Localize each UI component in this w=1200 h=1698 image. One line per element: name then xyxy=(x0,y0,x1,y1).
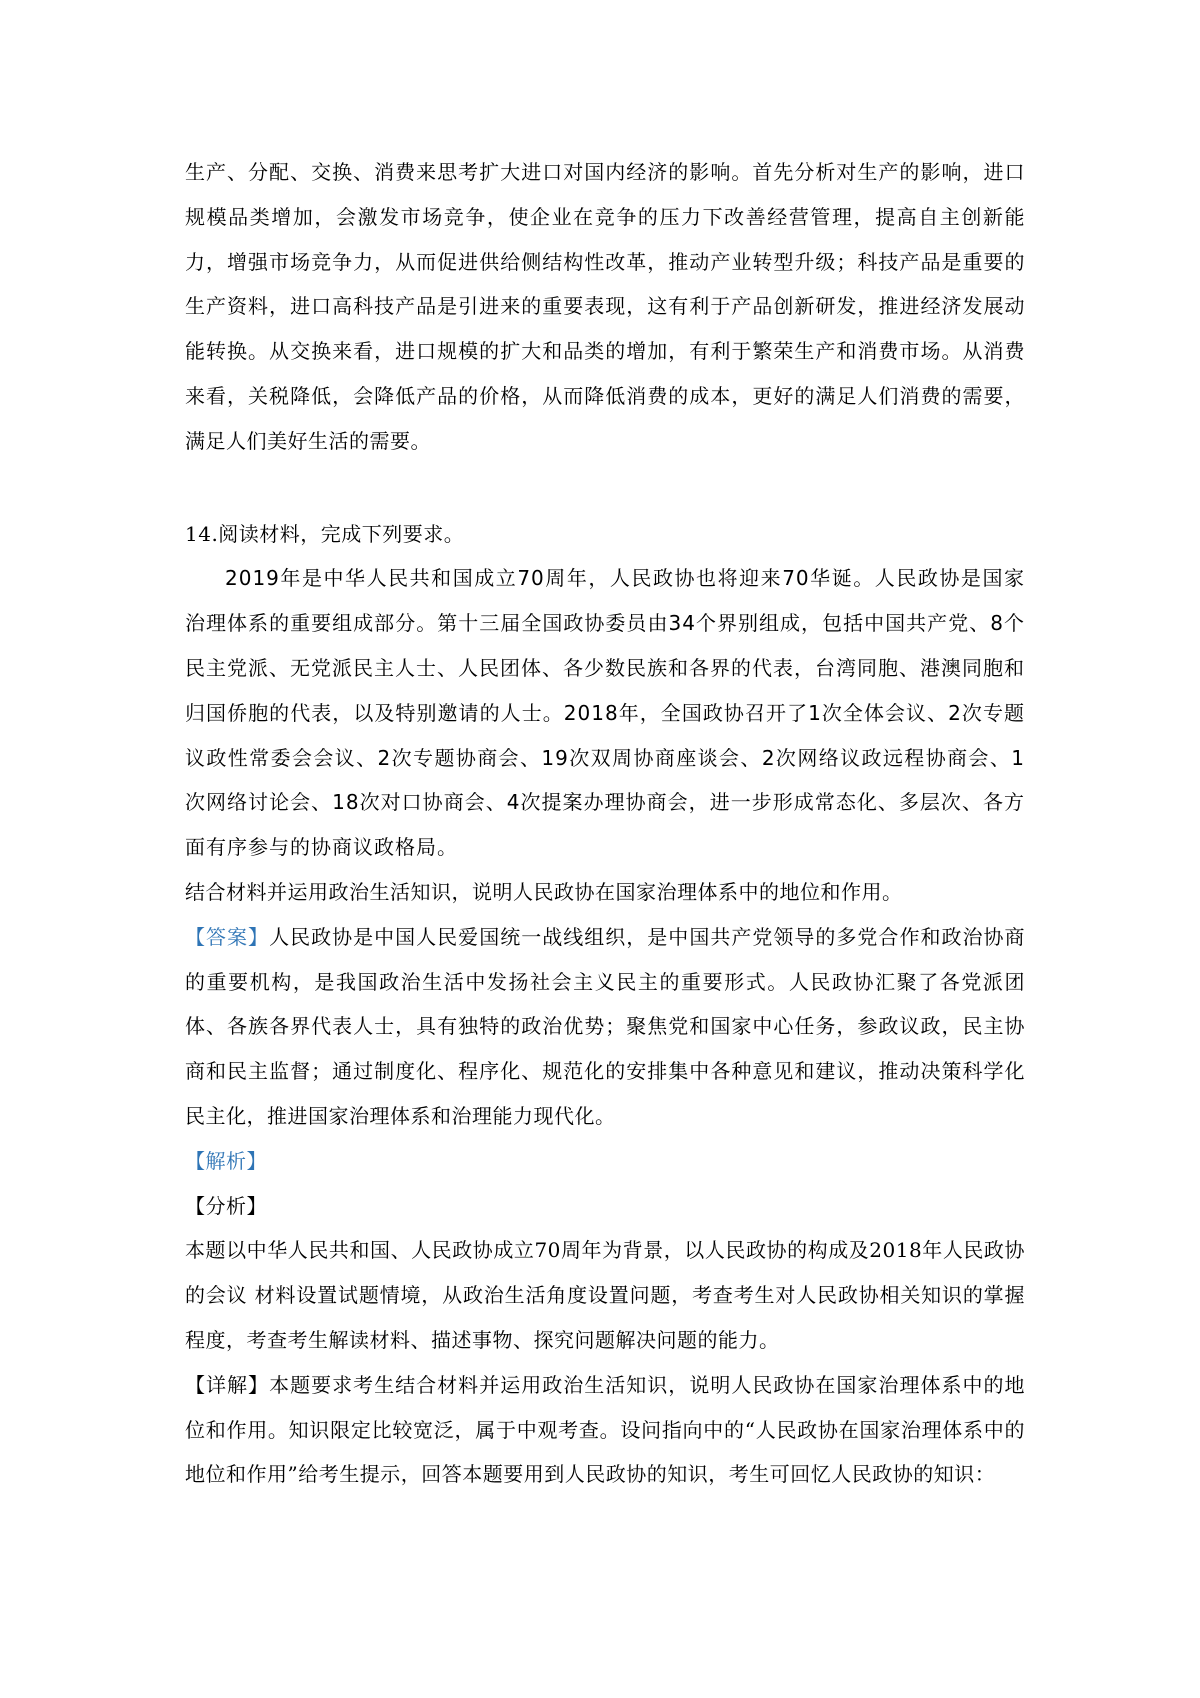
previous-analysis-paragraph: 生产、分配、交换、消费来思考扩大进口对国内经济的影响。首先分析对生产的影响，进口规模品类增加，会激发市场竞争，使企业在竞争的压力下改善经营管理，提高自主创新能力，增强市场竞争力，从而促进供给侧结构性改革，推动产业转型升级；科技产品是重要的生产资料，进口高科技产品是引进来的重要表现，这有利于产品创新研发，推进经济发展动能转换。从交换来看，进口规模的扩大和品类的增加，有利于繁荣生产和消费市场。从消费来看，关税降低，会降低产品的价格，从而降低消费的成本，更好的满足人们消费的需要，满足人们美好生活的需要。 xyxy=(185,160,1025,453)
answer-paragraph xyxy=(185,915,1025,1139)
fenxi-text: 本题以中华人民共和国、人民政协成立70周年为背景，以人民政协的构成及2018年人民政协的会议 材料设置试题情境，从政治生活角度设置问题，考查考生对人民政协相关知识的掌握程度，考查考生解读材料、描述事物、探究问题解决问题的能力。 xyxy=(185,1238,1025,1352)
jiexi-label: 【解析】 xyxy=(185,1148,267,1173)
jiexi-heading xyxy=(185,1139,1025,1184)
question-14-material: 2019年是中华人民共和国成立70周年，人民政协也将迎来70华诞。人民政协是国家治理体系的重要组成部分。第十三届全国政协委员由34个界别组成，包括中国共产党、8个民主党派、无党派民主人士、人民团体、各少数民族和各界的代表，台湾同胞、港澳同胞和归国侨胞的代表，以及特别邀请的人士。2018年，全国政协召开了1次全体会议、2次专题议政性常委会会议、2次专题协商会、19次双周协商座谈会、2次网络议政远程协商会、1次网络讨论会、18次对口协商会、4次提案办理协商会，进一步形成常态化、多层次、各方面有序参与的协商议政格局。 xyxy=(185,566,1025,860)
fenxi-heading: 【分析】 xyxy=(185,1193,267,1218)
xiangjie-text: 本题要求考生结合材料并运用政治生活知识，说明人民政协在国家治理体系中的地位和作用。知识限定比较宽泛，属于中观考查。设问指向中的“人民政协在国家治理体系中的地位和作用”给考生提示，回答本题要用到人民政协的知识，考生可回忆人民政协的知识： xyxy=(185,1372,1026,1487)
answer-label: 【答案】 xyxy=(185,924,270,949)
document-page xyxy=(185,150,1025,1497)
question-14-prompt: 结合材料并运用政治生活知识，说明人民政协在国家治理体系中的地位和作用。 xyxy=(185,879,903,904)
xiangjie-label: 【详解】 xyxy=(185,1372,270,1397)
section-gap xyxy=(185,464,1025,512)
xiangjie-paragraph xyxy=(185,1363,1025,1497)
question-14-title: 14.阅读材料，完成下列要求。 xyxy=(185,521,465,546)
answer-text: 人民政协是中国人民爱国统一战线组织，是中国共产党领导的多党合作和政治协商的重要机构，是我国政治生活中发扬社会主义民主的重要形式。人民政协汇聚了各党派团体、各族各界代表人士，具有独特的政治优势；聚焦党和国家中心任务，参政议政，民主协商和民主监督；通过制度化、程序化、规范化的安排集中各种意见和建议，推动决策科学化民主化，推进国家治理体系和治理能力现代化。 xyxy=(185,924,1026,1128)
